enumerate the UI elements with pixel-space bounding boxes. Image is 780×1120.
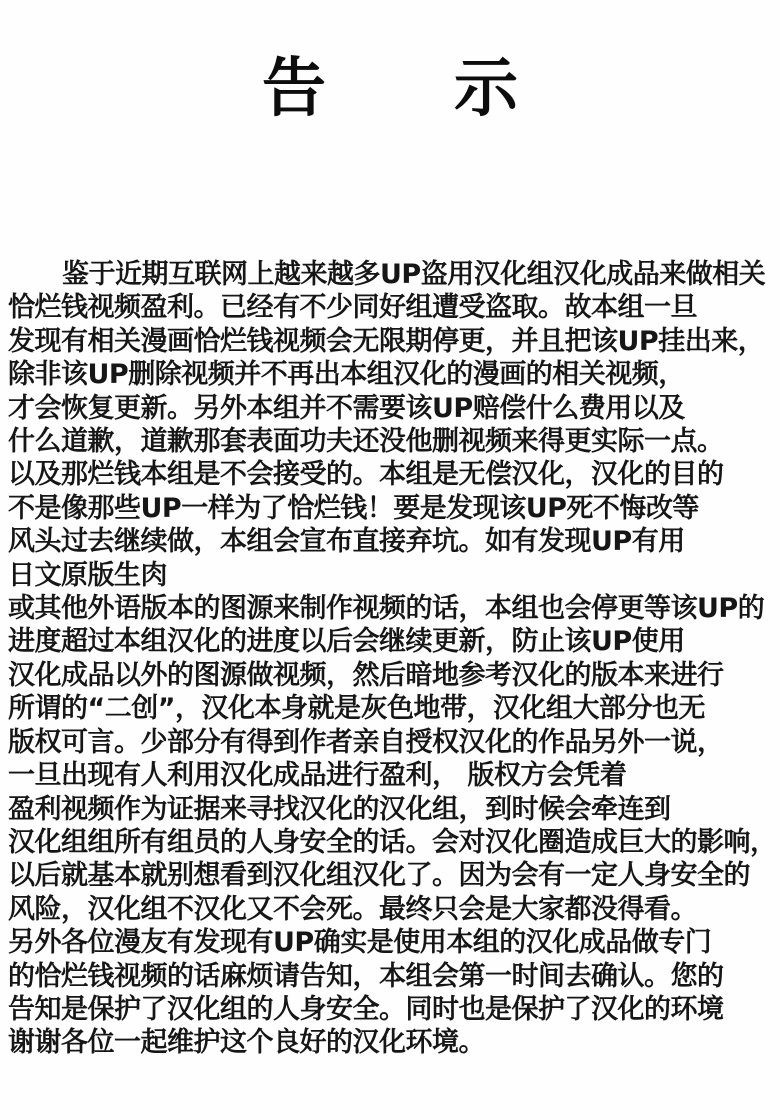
notice-line: 不是像那些UP一样为了恰烂钱！要是发现该UP死不悔改等 xyxy=(8,492,699,524)
notice-line: 所谓的“二创”，汉化本身就是灰色地带，汉化组大部分也无 xyxy=(8,693,705,725)
title-char-1: 告 xyxy=(262,52,326,126)
notice-line: 进度超过本组汉化的进度以后会继续更新，防止该UP使用 xyxy=(8,626,685,658)
notice-line: 或其他外语版本的图源来制作视频的话，本组也会停更等该UP的 xyxy=(8,593,765,625)
page-title xyxy=(0,42,780,124)
notice-line: 汉化成品以外的图源做视频，然后暗地参考汉化的版本来进行 xyxy=(8,659,724,691)
notice-line: 版权可言。少部分有得到作者亲自授权汉化的作品另外一说， xyxy=(8,726,724,758)
notice-line: 风险，汉化组不汉化又不会死。最终只会是大家都没得看。 xyxy=(8,893,697,925)
notice-line: 除非该UP删除视频并不再出本组汉化的漫画的相关视频， xyxy=(8,359,685,391)
notice-line: 鉴于近期互联网上越来越多UP盗用汉化组汉化成品来做相关 xyxy=(62,259,766,290)
notice-body xyxy=(0,258,780,1060)
notice-line: 恰烂钱视频盈利。已经有不少同好组遭受盗取。故本组一旦 xyxy=(8,292,697,324)
notice-line: 告知是保护了汉化组的人身安全。同时也是保护了汉化的环境 xyxy=(8,993,724,1025)
title-char-2: 示 xyxy=(454,52,518,126)
notice-line: 另外各位漫友有发现有UP确实是使用本组的汉化成品做专门 xyxy=(8,927,712,959)
notice-line: 发现有相关漫画恰烂钱视频会无限期停更，并且把该UP挂出来， xyxy=(8,325,765,357)
notice-line: 汉化组组所有组员的人身安全的话。会对汉化圈造成巨大的影响， xyxy=(8,826,777,858)
notice-line: 日文原版生肉 xyxy=(8,559,167,591)
notice-line: 什么道歉，道歉那套表面功夫还没他删视频来得更实际一点。 xyxy=(8,426,724,458)
notice-line: 风头过去继续做，本组会宣布直接弃坑。如有发现UP有用 xyxy=(8,526,685,558)
notice-line: 一旦出现有人利用汉化成品进行盈利， 版权方会凭着 xyxy=(8,760,627,792)
notice-line: 以及那烂钱本组是不会接受的。本组是无偿汉化，汉化的目的 xyxy=(8,459,724,491)
notice-line: 的恰烂钱视频的话麻烦请告知，本组会第一时间去确认。您的 xyxy=(8,960,724,992)
notice-line: 才会恢复更新。另外本组并不需要该UP赔偿什么费用以及 xyxy=(8,392,685,424)
notice-line: 以后就基本就别想看到汉化组汉化了。因为会有一定人身安全的 xyxy=(8,860,750,892)
notice-line: 盈利视频作为证据来寻找汉化的汉化组，到时候会牵连到 xyxy=(8,793,671,825)
notice-line: 谢谢各位一起维护这个良好的汉化环境。 xyxy=(8,1027,485,1059)
